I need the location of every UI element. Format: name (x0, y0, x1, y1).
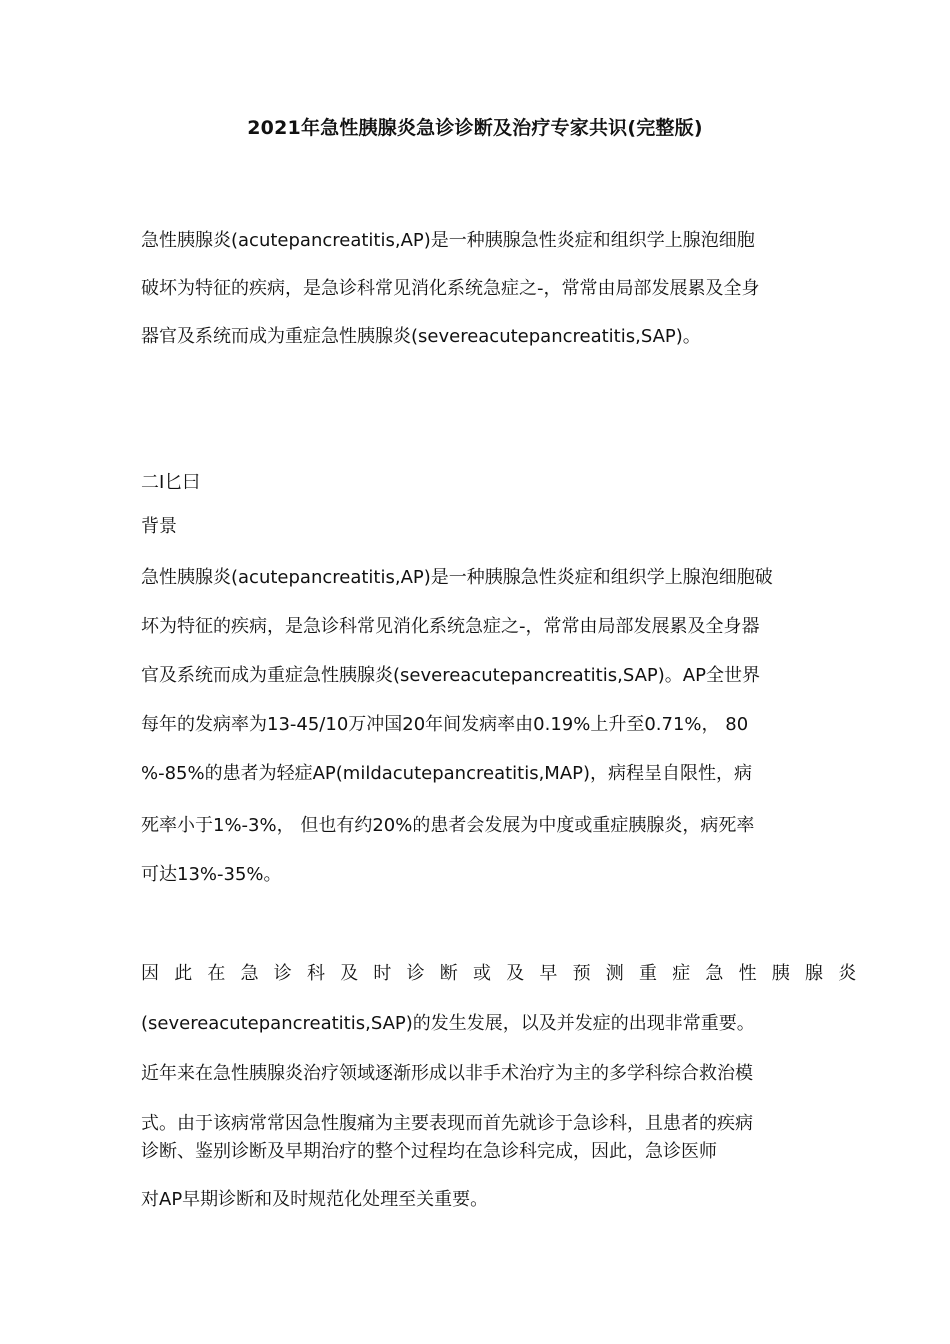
emergency-line-1: 因此在急诊科及时诊断或及早预测重症急性胰腺炎 (141, 963, 872, 984)
emergency-line-3: 近年来在急性胰腺炎治疗领域逐渐形成以非手术治疗为主的多学科综合救治模 (141, 1063, 753, 1084)
background-line-1: 急性胰腺炎(acutepancreatitis,AP)是一种胰腺急性炎症和组织学上腺泡细胞破 (141, 567, 773, 588)
emergency-line-5: 诊断、鉴别诊断及早期治疗的整个过程均在急诊科完成，因此，急诊医师 (141, 1141, 717, 1162)
intro-line-1: 急性胰腺炎(acutepancreatitis,AP)是一种胰腺急性炎症和组织学上腺泡细胞 (141, 230, 755, 251)
background-line-2: 坏为特征的疾病，是急诊科常见消化系统急症之-，常常由局部发展累及全身器 (141, 616, 760, 637)
background-line-5: %-85%的患者为轻症AP(mildacutepancreatitis,MAP)，病程呈自限性，病 (141, 763, 753, 784)
emergency-line-2: (severeacutepancreatitis,SAP)的发生发展，以及并发症的出现非常重要。 (141, 1013, 755, 1034)
section-heading: 背景 (141, 516, 177, 537)
background-line-6: 死率小于1%-3%， 但也有约20%的患者会发展为中度或重症胰腺炎，病死率 (141, 815, 755, 836)
emergency-line-6: 对AP早期诊断和及时规范化处理至关重要。 (141, 1189, 489, 1210)
document-title: 2021年急性胰腺炎急诊诊断及治疗专家共识(完整版) (247, 117, 703, 139)
background-line-7: 可达13%-35%。 (141, 864, 282, 885)
background-line-3: 官及系统而成为重症急性胰腺炎(severeacutepancreatitis,SAP)。AP全世界 (141, 665, 760, 686)
intro-line-2: 破坏为特征的疾病，是急诊科常见消化系统急症之-，常常由局部发展累及全身 (141, 278, 760, 299)
intro-line-3: 器官及系统而成为重症急性胰腺炎(severeacutepancreatitis,SAP)。 (141, 326, 701, 347)
emergency-line-4: 式。由于该病常常因急性腹痛为主要表现而首先就诊于急诊科，且患者的疾病 (141, 1113, 753, 1134)
section-marker: 二I匕曰 (141, 472, 201, 493)
background-line-4: 每年的发病率为13-45/10万冲国20年间发病率由0.19%上升至0.71%， 80 (141, 714, 749, 735)
